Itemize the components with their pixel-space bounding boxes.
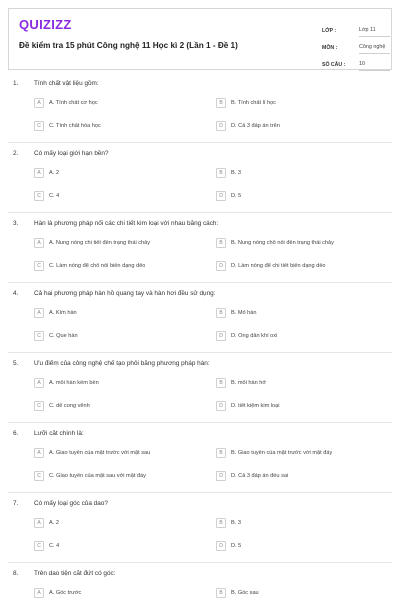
- option-text: B. Nung nóng chỗ nối đến trạng thái chảy: [231, 240, 334, 246]
- answer-option-a[interactable]: [34, 588, 204, 598]
- question-text: Trên dao tiện cắt đứt có góc:: [34, 570, 116, 577]
- option-letter-box: C: [34, 121, 44, 131]
- option-text: B. 3: [231, 520, 241, 526]
- answer-option-b[interactable]: [216, 238, 386, 248]
- option-text: A. Tính chất cơ học: [49, 100, 98, 106]
- option-letter-box: B: [216, 588, 226, 598]
- meta-row-count: [322, 54, 390, 71]
- answer-option-c[interactable]: [34, 401, 204, 411]
- option-text: A. Giao tuyến của mặt trước với mặt sau: [49, 450, 151, 456]
- option-letter-box: A: [34, 588, 44, 598]
- meta-row-class: [322, 20, 390, 37]
- option-letter-box: B: [216, 518, 226, 528]
- question-number: 4.: [13, 290, 19, 297]
- question-item: [0, 146, 400, 214]
- answer-option-a[interactable]: [34, 448, 204, 458]
- option-text: D. 5: [231, 193, 242, 199]
- question-text: Có mấy loại giới hạn bền?: [34, 150, 109, 157]
- question-text: Lưỡi cắt chính là:: [34, 430, 84, 437]
- answer-option-a[interactable]: [34, 308, 204, 318]
- answer-option-c[interactable]: [34, 331, 204, 341]
- option-text: C. Que hàn: [49, 333, 78, 339]
- meta-row-subject: [322, 37, 390, 54]
- option-letter-box: B: [216, 98, 226, 108]
- option-letter-box: C: [34, 471, 44, 481]
- meta-value: Lớp 11: [359, 20, 390, 37]
- option-text: D. Làm nóng để chi tiết biến dạng dẻo: [231, 263, 326, 269]
- answer-option-b[interactable]: [216, 588, 386, 598]
- option-letter-box: D: [216, 401, 226, 411]
- option-letter-box: D: [216, 261, 226, 271]
- meta-value: Công nghệ: [359, 37, 390, 54]
- option-letter-box: A: [34, 238, 44, 248]
- answer-option-a[interactable]: [34, 168, 204, 178]
- worksheet-header: [8, 8, 392, 70]
- question-number: 7.: [13, 500, 19, 507]
- answer-option-a[interactable]: [34, 98, 204, 108]
- option-text: A. 2: [49, 520, 59, 526]
- answer-option-a[interactable]: [34, 378, 204, 388]
- answer-option-a[interactable]: [34, 518, 204, 528]
- answer-option-b[interactable]: [216, 518, 386, 528]
- question-text: Cả hai phương pháp hàn hồ quang tay và hàn hơi đều sử dụng:: [34, 290, 216, 297]
- option-text: A. mối hàn kém bền: [49, 380, 99, 386]
- option-letter-box: C: [34, 401, 44, 411]
- question-text: Tính chất vật liệu gồm:: [34, 80, 99, 87]
- question-number: 6.: [13, 430, 19, 437]
- question-item: [0, 566, 400, 600]
- option-text: C. 4: [49, 543, 60, 549]
- question-number: 5.: [13, 360, 19, 367]
- option-text: B. mối hàn hở: [231, 380, 267, 386]
- answer-option-d[interactable]: [216, 541, 386, 551]
- option-text: D. Ống dẫn khí oxi: [231, 333, 278, 339]
- question-divider: [8, 282, 392, 283]
- option-text: D. Cả 3 đáp án đều sai: [231, 473, 289, 479]
- option-text: C. Giao tuyến của mặt sau với mặt đáy: [49, 473, 146, 479]
- option-letter-box: A: [34, 378, 44, 388]
- option-letter-box: B: [216, 448, 226, 458]
- question-divider: [8, 212, 392, 213]
- option-text: A. Góc trước: [49, 590, 82, 596]
- option-letter-box: A: [34, 168, 44, 178]
- answer-option-d[interactable]: [216, 401, 386, 411]
- option-letter-box: D: [216, 541, 226, 551]
- option-text: C. Tính chất hóa học: [49, 123, 101, 129]
- question-divider: [8, 352, 392, 353]
- answer-option-d[interactable]: [216, 331, 386, 341]
- answer-option-b[interactable]: [216, 308, 386, 318]
- option-letter-box: D: [216, 191, 226, 201]
- option-letter-box: D: [216, 331, 226, 341]
- question-item: [0, 286, 400, 354]
- answer-option-c[interactable]: [34, 121, 204, 131]
- option-text: A. Nung nóng chi tiết đến trạng thái chảy: [49, 240, 151, 246]
- option-text: B. 3: [231, 170, 241, 176]
- option-text: C. Làm nóng để chỗ nối biến dạng dẻo: [49, 263, 146, 269]
- question-number: 3.: [13, 220, 19, 227]
- answer-option-c[interactable]: [34, 261, 204, 271]
- option-letter-box: A: [34, 308, 44, 318]
- answer-option-d[interactable]: [216, 261, 386, 271]
- question-divider: [8, 562, 392, 563]
- option-letter-box: A: [34, 518, 44, 528]
- option-text: B. Tính chất lí học: [231, 100, 276, 106]
- answer-option-b[interactable]: [216, 448, 386, 458]
- answer-option-c[interactable]: [34, 471, 204, 481]
- option-text: D. tiết kiệm kim loại: [231, 403, 280, 409]
- option-text: D. Cả 3 đáp án trên: [231, 123, 280, 129]
- option-letter-box: B: [216, 378, 226, 388]
- option-letter-box: D: [216, 121, 226, 131]
- question-item: [0, 356, 400, 424]
- meta-label: SỐ CÂU :: [322, 62, 346, 68]
- question-text: Ưu điểm của công nghệ chế tạo phôi bằng phương pháp hàn:: [34, 360, 210, 367]
- worksheet-meta: [322, 20, 390, 71]
- option-letter-box: B: [216, 238, 226, 248]
- option-letter-box: C: [34, 541, 44, 551]
- option-text: B. Mỏ hàn: [231, 310, 257, 316]
- option-text: D. 5: [231, 543, 242, 549]
- answer-option-b[interactable]: [216, 168, 386, 178]
- answer-option-c[interactable]: [34, 541, 204, 551]
- answer-option-a[interactable]: [34, 238, 204, 248]
- answer-option-d[interactable]: [216, 471, 386, 481]
- question-text: Hàn là phương pháp nối các chi tiết kim loại với nhau bằng cách:: [34, 220, 219, 227]
- answer-option-b[interactable]: [216, 98, 386, 108]
- question-item: [0, 76, 400, 144]
- answer-option-d[interactable]: [216, 121, 386, 131]
- option-letter-box: C: [34, 261, 44, 271]
- option-text: B. Giao tuyến của mặt trước với mặt đáy: [231, 450, 333, 456]
- question-divider: [8, 492, 392, 493]
- option-text: A. 2: [49, 170, 59, 176]
- option-letter-box: C: [34, 331, 44, 341]
- question-item: [0, 216, 400, 284]
- question-item: [0, 496, 400, 564]
- question-number: 2.: [13, 150, 19, 157]
- option-letter-box: A: [34, 448, 44, 458]
- quizizz-logo: QUIZIZZ: [19, 17, 72, 32]
- option-letter-box: A: [34, 98, 44, 108]
- option-letter-box: B: [216, 308, 226, 318]
- meta-value: 10: [359, 54, 390, 71]
- question-item: [0, 426, 400, 494]
- meta-label: LỚP :: [322, 28, 337, 34]
- question-number: 1.: [13, 80, 19, 87]
- question-divider: [8, 422, 392, 423]
- option-letter-box: B: [216, 168, 226, 178]
- option-text: C. dễ cong vênh: [49, 403, 90, 409]
- option-letter-box: D: [216, 471, 226, 481]
- option-text: A. Kìm hàn: [49, 310, 77, 316]
- question-number: 8.: [13, 570, 19, 577]
- question-text: Có mấy loại góc của dao?: [34, 500, 108, 507]
- worksheet-title: Đề kiểm tra 15 phút Công nghệ 11 Học kì 2 (Lần 1 - Đề 1): [19, 41, 238, 50]
- option-text: B. Góc sau: [231, 590, 259, 596]
- answer-option-d[interactable]: [216, 191, 386, 201]
- answer-option-c[interactable]: [34, 191, 204, 201]
- meta-label: MÔN :: [322, 45, 338, 51]
- option-text: C. 4: [49, 193, 60, 199]
- option-letter-box: C: [34, 191, 44, 201]
- answer-option-b[interactable]: [216, 378, 386, 388]
- question-divider: [8, 142, 392, 143]
